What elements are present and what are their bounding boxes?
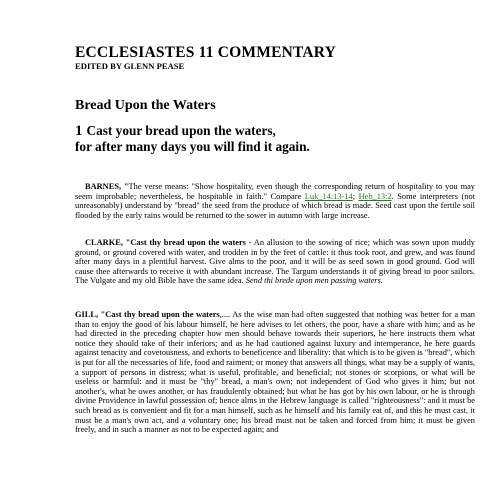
gill-text: ,.... As the wise man had often suggested that nothing was better for a man than to enjoy the good of his labour himself, he here advises to let others, the poor, have a share with him; and as he had directed in the preceding chapter how men should behave towards their superiors, he here instructs them what notice they should take of their inferiors; and as he had cautioned against luxury and intemperance, he here guards against tenacity and covetousness, and exhorts to beneficence and liberality: that which is to be given is "bread", which is put for all the necessaries of life, food and raiment; or money that answers all things, what may be a supply of wants, a support of persons in distress; what is useful, profitable, and beneficial; not stones or scorpions, or what will be useless or harmful: and it must be "thy" bread, a man's own; not independent of God who gives it him; but not another's, what he owes another, or has fraudulently obtained; but what he has got by his own labour, or he is through divine Providence in lawful possession of; hence alms in the Hebrew language is called "righteousness": and it must be such bread as is convenient and fit for a man himself, such as he himself and his family eat of, and this he must cast, it must be a man's own act, and a voluntary one; his bread must not be taken and forced from him; it must be given freely, and in such a manner as not to be expected again; and	[75, 310, 475, 435]
barnes-lead: BARNES, "	[85, 182, 129, 191]
verse-line-2: for after many days you will find it again.	[75, 139, 310, 154]
ref-link-luke[interactable]: Luk_14:13-14	[304, 191, 353, 201]
gill-commentary	[75, 310, 475, 435]
clarke-italic-quote: Send thi brede upon men passing waters.	[245, 276, 383, 286]
gill-lead: GILL, "Cast thy bread upon the waters	[75, 310, 220, 319]
section-heading: Bread Upon the Waters	[75, 98, 216, 113]
editor-line: EDITED BY GLENN PEASE	[75, 61, 185, 71]
ref-separator: ;	[352, 191, 359, 201]
clarke-commentary	[75, 238, 475, 286]
clarke-text: - An allusion to the sowing of rice; which was sown upon muddy ground, or ground covered with water, and trodden in by the feet of cattle: it thus took root, and grew, and was found after many days in a plentiful harvest. Give alms to the poor, and it will be as seed sown in good ground. God will cause thee afterwards to receive it with abundant increase. The Targum understands it of giving bread to poor sailors. The Vulgate and my old Bible have the same idea.	[75, 238, 475, 286]
ref-link-hebrews[interactable]: Heb_13:2	[358, 191, 392, 201]
barnes-text-2: . Some interpreters (not unreasonably) understand by "bread" the seed from the produce of which bread is made. Seed cast upon the fertile soil flooded by the early rains would be returned to the sower in autumn with large increase.	[75, 191, 475, 220]
verse-number: 1	[75, 123, 83, 139]
barnes-commentary	[75, 182, 475, 220]
barnes-text-1: The verse means: "Show hospitality, even though the corresponding return of hospitality to you may seem improbable; nevertheless, be hospitable in faith." Compare	[75, 182, 475, 201]
verse-line-1: Cast your bread upon the waters,	[86, 123, 276, 138]
document-title: ECCLESIASTES 11 COMMENTARY	[75, 44, 337, 61]
clarke-lead: CLARKE, "Cast thy bread upon the waters	[85, 238, 246, 247]
verse-text	[75, 123, 475, 155]
